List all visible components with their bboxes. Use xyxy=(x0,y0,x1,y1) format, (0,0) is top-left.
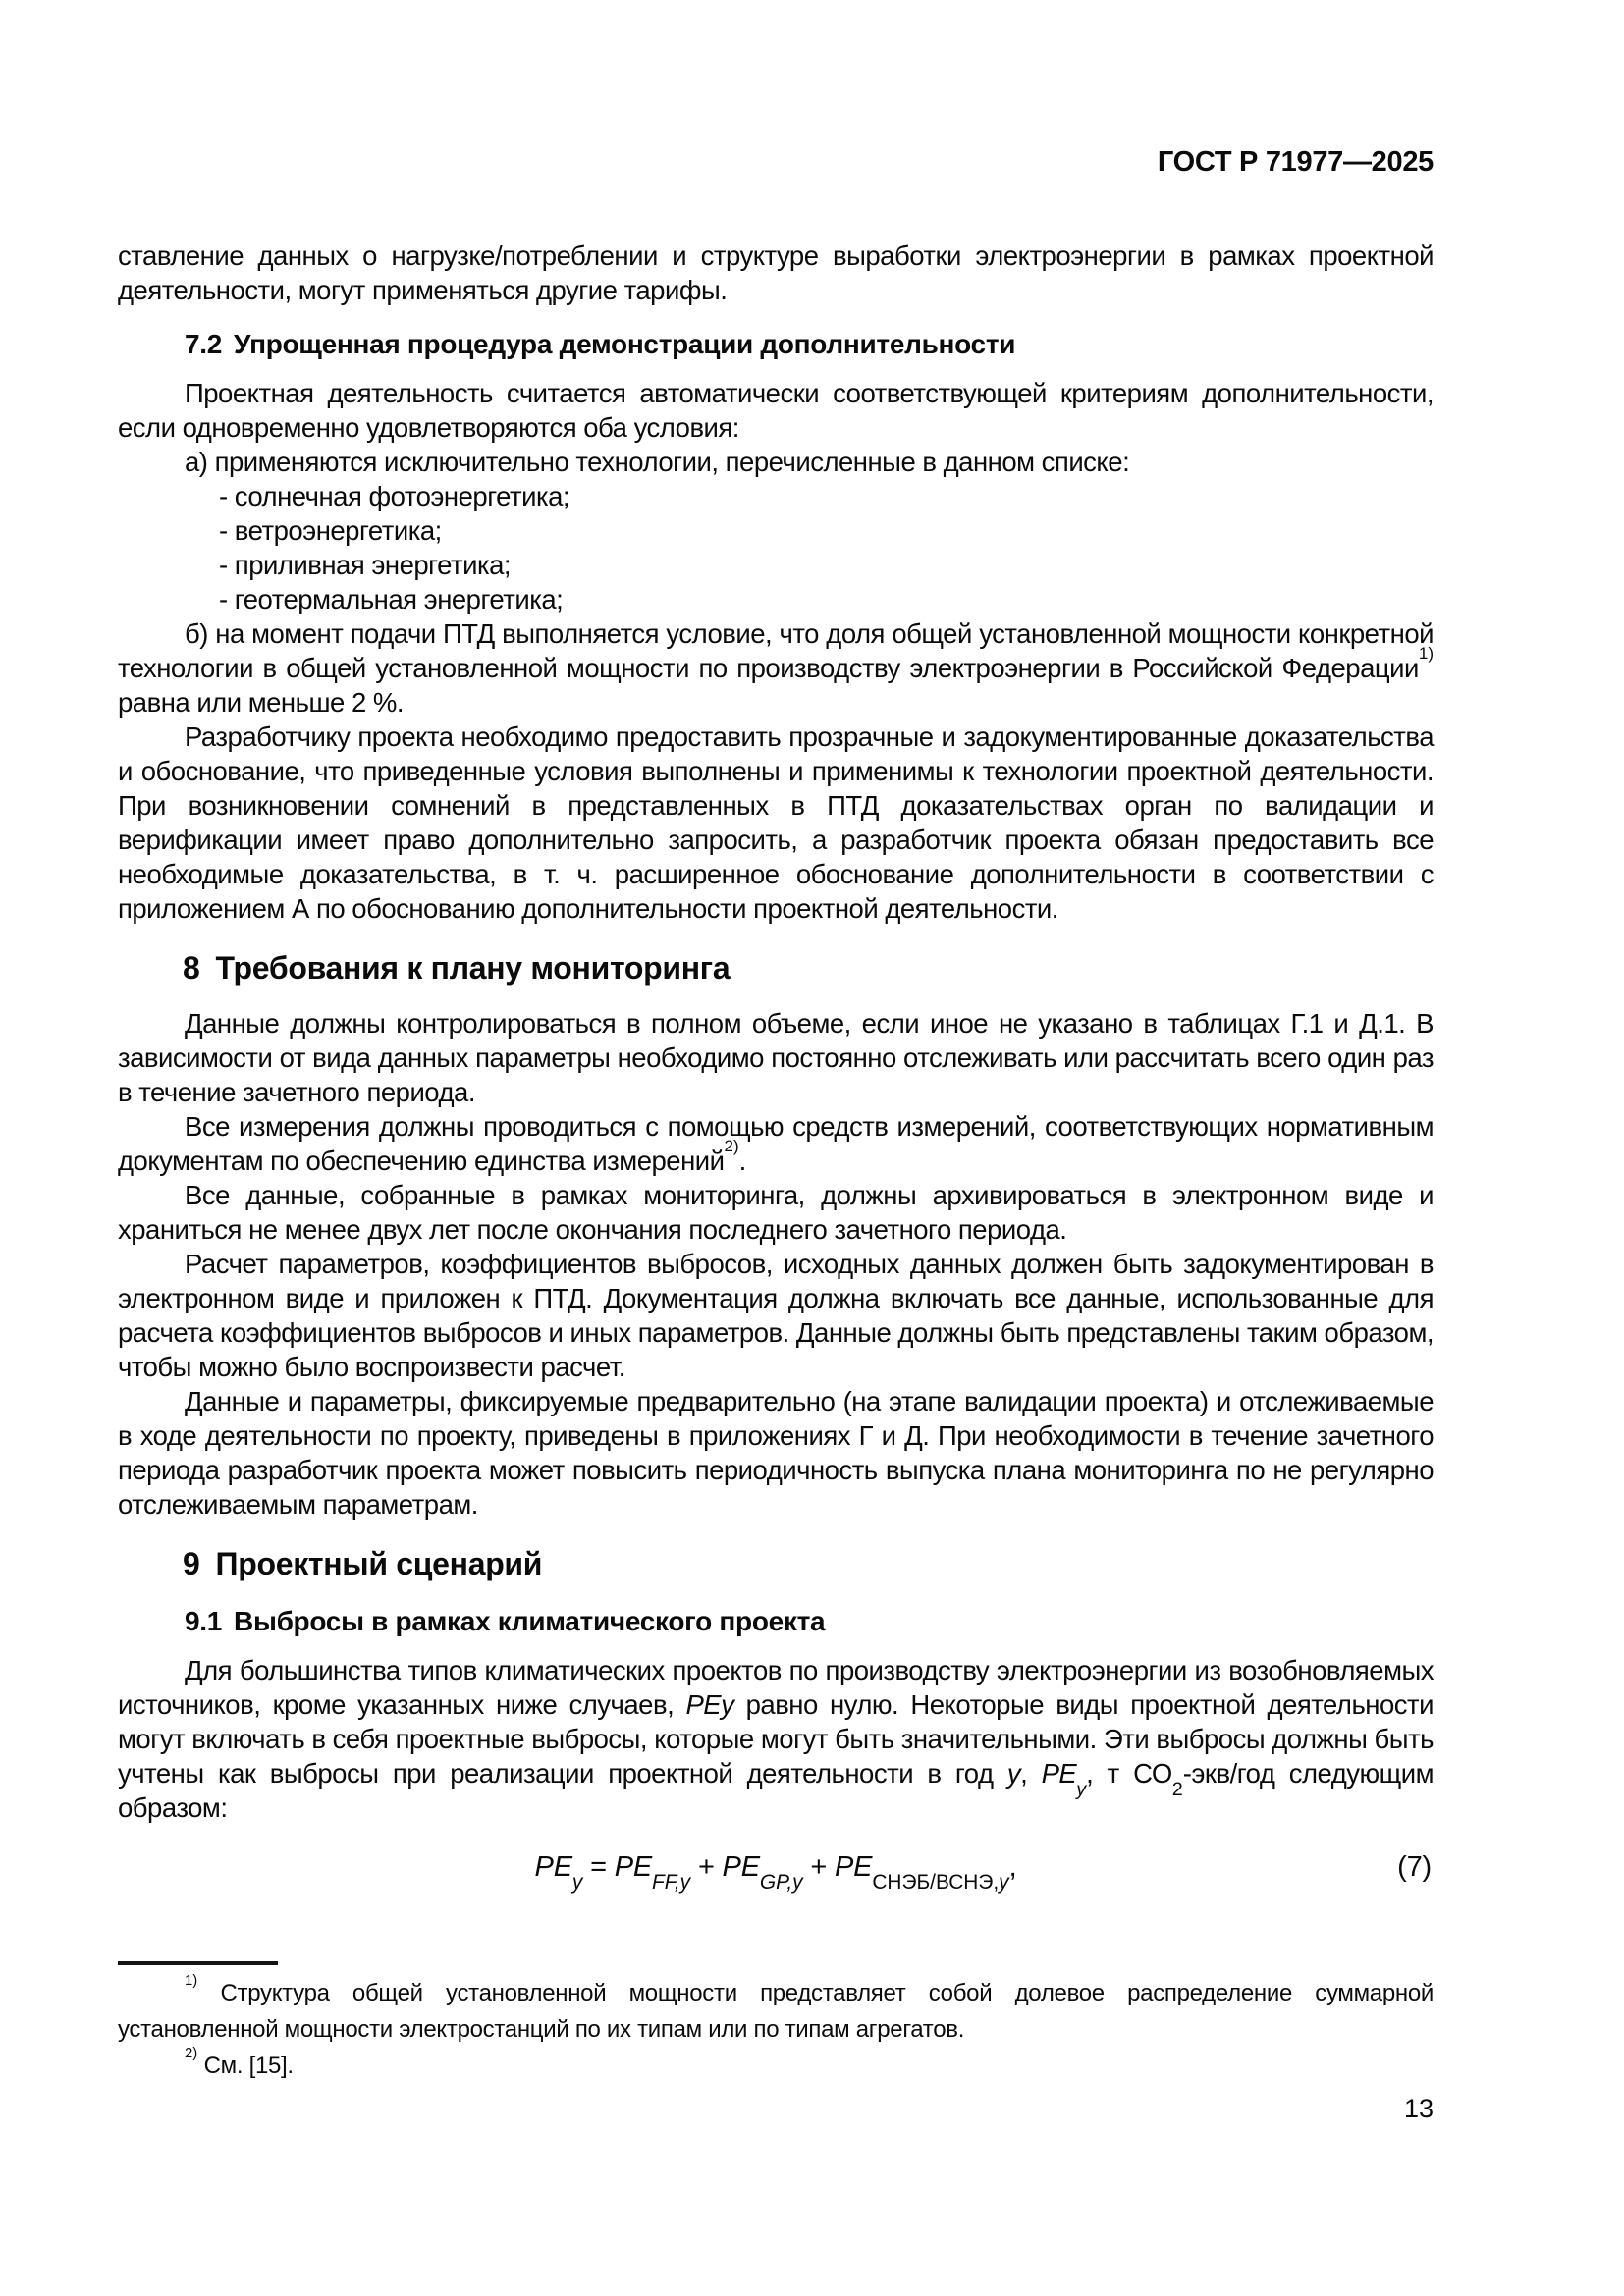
footnote-separator xyxy=(118,1961,278,1965)
formula-operator: = xyxy=(582,1851,615,1883)
paragraph-measurements xyxy=(118,1109,1434,1178)
heading-number: 7.2 xyxy=(185,329,223,359)
paragraph-project-emissions xyxy=(118,1653,1434,1825)
paragraph-measurements-tail: . xyxy=(738,1146,746,1176)
paragraph-auto-criteria: Проектная деятельность считается автоматически соответствующей критериям дополнительности, если одновременно удовлетворяются оба условия: xyxy=(118,378,1434,443)
heading-number: 9.1 xyxy=(185,1606,223,1636)
footnote-1-text: Структура общей установленной мощности представляет собой долевое распределение суммарной установленной мощности электростанций по их типам или по типам агрегатов. xyxy=(118,1980,1434,2043)
list-item-solar: - солнечная фотоэнергетика; xyxy=(219,481,570,511)
emissions-text: -экв/год следующим образом: xyxy=(118,1758,1435,1823)
heading-title: Требования к плану мониторинга xyxy=(215,950,731,986)
formula-subscript: FF,y xyxy=(652,1871,691,1895)
page-number: 13 xyxy=(1403,2094,1434,2123)
doc-header xyxy=(118,145,1434,180)
footnote-area xyxy=(118,1961,1434,2126)
page-content xyxy=(118,145,1435,1895)
formula-subscript: y xyxy=(999,1871,1009,1895)
emissions-text: , xyxy=(1020,1758,1042,1789)
paragraph-calculation-doc: Расчет параметров, коэффициентов выбросов, исходных данных должен быть задокументирован в электронном виде и приложен к ПТД. Документация должна включать все данные, использованные для расчета коэффициентов выбросов и иных параметров. Данные должны быть представлены таким образом, чтобы можно было воспроизвести расчет. xyxy=(118,1249,1434,1382)
footnote-1-marker: 1) xyxy=(185,1972,198,1989)
paragraph-developer-proof: Разработчику проекта необходимо предоставить прозрачные и задокументированные доказательства и обоснование, что приведенные условия выполнены и применимы к технологии проектной деятельности. При возникновении сомнений в представленных в ПТД доказательствах орган по валидации и верификации имеет право дополнительно запросить, а разработчик проекта обязан предоставить все необходимые доказательства, в т. ч. расширенное обоснование дополнительности в соответствии с приложением А по обоснованию дополнительности проектной деятельности. xyxy=(118,721,1434,924)
paragraph-archiving: Все данные, собранные в рамках мониторинга, должны архивироваться в электронном виде и храниться не менее двух лет после окончания последнего зачетного периода. xyxy=(118,1180,1434,1245)
formula-comma: , xyxy=(1008,1851,1017,1883)
paragraph-monitoring-scope: Данные должны контролироваться в полном объеме, если иное не указано в таблицах Г.1 и Д.1. В зависимости от вида данных параметры необходимо постоянно отслеживать или рассчитать всего один раз в течение зачетного периода. xyxy=(118,1008,1434,1107)
paragraph-params-validation: Данные и параметры, фиксируемые предварительно (на этапе валидации проекта) и отслеживаемые в ходе деятельности по проекту, приведены в приложениях Г и Д. При необходимости в течение зачетного периода разработчик проекта может повысить периодичность выпуска плана мониторинга по не регулярно отслеживаемым параметрам. xyxy=(118,1386,1434,1520)
emissions-text: равно нулю. Некоторые виды проектной деятельности могут включать в себя проектные выбросы, которые могут быть значительными. Эти выбросы должны быть учтены как выбросы при реализации проектной деятельности в год xyxy=(118,1689,1434,1789)
heading-number: 9 xyxy=(183,1546,200,1581)
footnote-2-marker: 2) xyxy=(185,2045,198,2061)
heading-title: Выбросы в рамках климатического проекта xyxy=(234,1606,826,1636)
paragraph-measurements-text: Все измерения должны проводиться с помощью средств измерений, соответствующих нормативным документам по обеспечению единства измерений xyxy=(118,1111,1434,1176)
footnote-ref-1: 1) xyxy=(1418,644,1434,664)
heading-9-1 xyxy=(118,1604,1434,1638)
footnote-ref-2: 2) xyxy=(724,1137,739,1156)
formula-operator: + xyxy=(690,1851,723,1883)
formula-7 xyxy=(118,1846,1434,1895)
formula-term: PE xyxy=(614,1851,653,1883)
list-item-geothermal: - геотермальная энергетика; xyxy=(219,584,564,614)
footnote-2-text: См. [15]. xyxy=(197,2053,294,2079)
formula-subscript: y xyxy=(571,1871,583,1895)
formula-term: PE xyxy=(722,1851,760,1883)
var-pe-sub: y xyxy=(1076,1778,1087,1800)
list-item-wind: - ветроэнергетика; xyxy=(219,515,442,546)
heading-title: Проектный сценарий xyxy=(215,1546,543,1581)
list-item-b-tail: равна или меньше 2 %. xyxy=(118,687,404,718)
heading-number: 8 xyxy=(183,950,200,986)
formula-subscript: GP,y xyxy=(759,1871,803,1895)
co2-subscript: 2 xyxy=(1171,1778,1183,1800)
list-item-b-text: б) на момент подачи ПТД выполняется условие, что доля общей установленной мощности конкретной технологии в общей установленной мощности по производству электроэнергии в Российской Федерации xyxy=(118,618,1434,683)
heading-8 xyxy=(118,947,1434,988)
emissions-text: Для большинства типов климатических проектов по производству электроэнергии из возобновляемых источников, кроме указанных ниже случаев, xyxy=(118,1655,1434,1720)
footnote-1 xyxy=(118,1972,1434,2048)
paragraph-continuation: ставление данных о нагрузке/потреблении и структуре выработки электроэнергии в рамках проектной деятельности, могут применяться другие тарифы. xyxy=(118,240,1434,305)
heading-9 xyxy=(118,1543,1434,1584)
var-pey: PEy xyxy=(685,1689,734,1720)
formula-term: PE xyxy=(534,1851,572,1883)
var-y: y xyxy=(1006,1758,1021,1789)
formula-term: PE xyxy=(835,1851,873,1883)
list-item-b xyxy=(118,616,1434,720)
formula-operator: + xyxy=(802,1851,836,1883)
footnote-2 xyxy=(118,2045,1434,2084)
list-item-tidal: - приливная энергетика; xyxy=(219,550,512,580)
heading-title: Упрощенная процедура демонстрации дополнительности xyxy=(234,329,1016,359)
list-item-a: а) применяются исключительно технологии, перечисленные в данном списке: xyxy=(185,447,1130,477)
formula-number: (7) xyxy=(1397,1851,1432,1883)
doc-code: ГОСТ Р 71977—2025 xyxy=(1157,146,1434,178)
heading-7-2 xyxy=(118,327,1434,361)
formula-subscript: СНЭБ/ВСНЭ, xyxy=(872,1871,1000,1895)
var-pe: PE xyxy=(1041,1758,1077,1789)
emissions-text: , т СО xyxy=(1086,1758,1172,1789)
